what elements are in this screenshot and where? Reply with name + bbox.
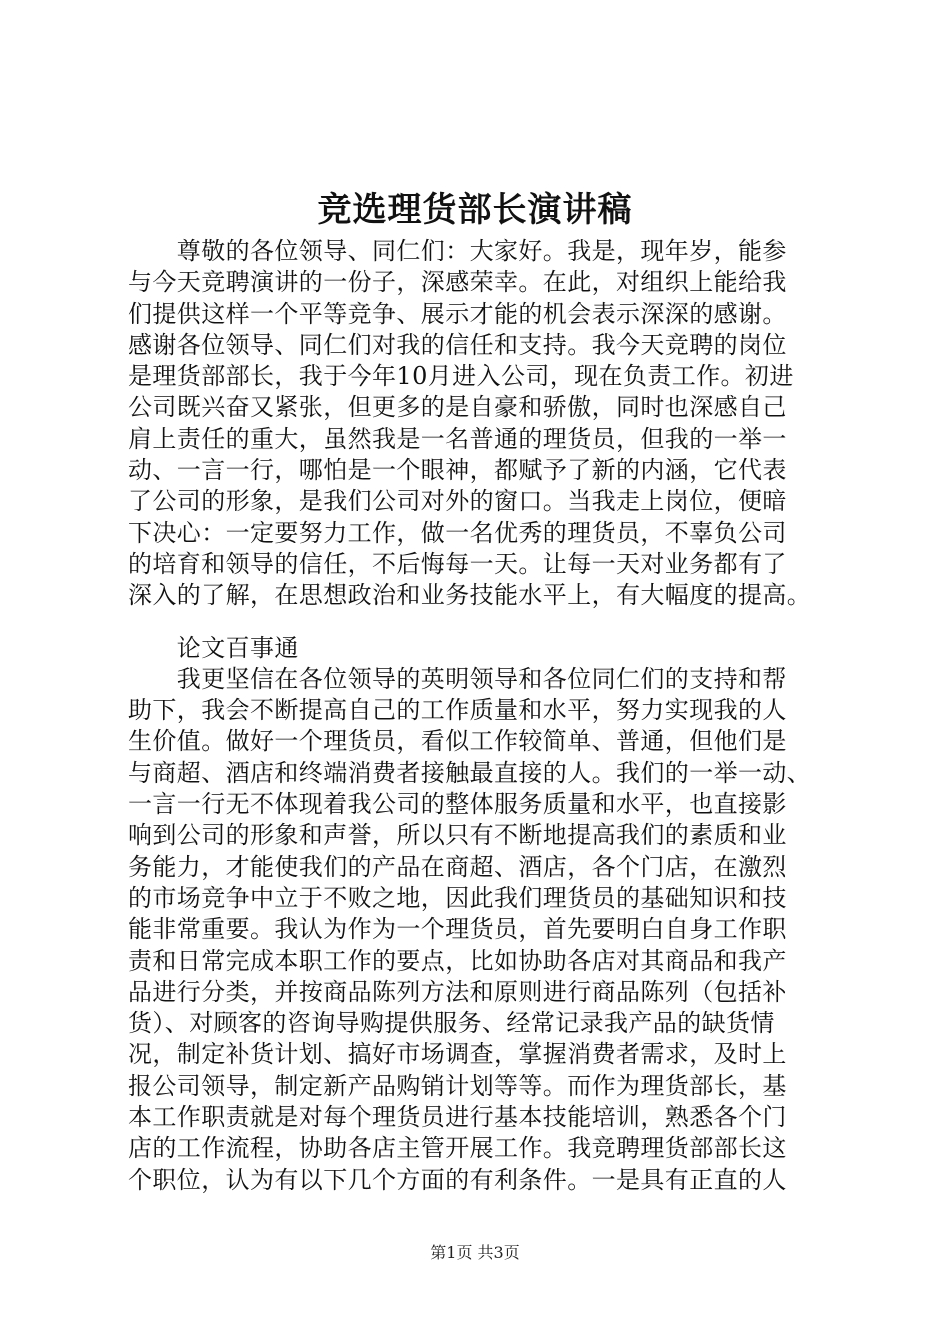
text-line: 下决心：一定要努力工作，做一名优秀的理货员，不辜负公司: [128, 518, 787, 547]
text-line: 助下，我会不断提高自己的工作质量和水平，努力实现我的人: [128, 696, 787, 725]
page-title: 竞选理货部长演讲稿: [317, 190, 633, 230]
section-label: 论文百事通: [128, 633, 299, 662]
text-line: 响到公司的形象和声誉，所以只有不断地提高我们的素质和业: [128, 821, 787, 850]
text-line: 报公司领导，制定新产品购销计划等等。而作为理货部长，基: [128, 1071, 787, 1100]
text-line: 责和日常完成本职工作的要点，比如协助各店对其商品和我产: [128, 946, 787, 975]
text-line: 店的工作流程，协助各店主管开展工作。我竞聘理货部部长这: [128, 1134, 787, 1163]
text-line: 个职位，认为有以下几个方面的有利条件。一是具有正直的人: [128, 1165, 787, 1194]
text-line: 本工作职责就是对每个理货员进行基本技能培训，熟悉各个门: [128, 1103, 787, 1132]
text-line: 能非常重要。我认为作为一个理货员，首先要明白自身工作职: [128, 915, 787, 944]
text-line: 一言一行无不体现着我公司的整体服务质量和水平，也直接影: [128, 790, 787, 819]
text-line: 动、一言一行，哪怕是一个眼神，都赋予了新的内涵，它代表: [128, 456, 787, 485]
text-line: 们提供这样一个平等竞争、展示才能的机会表示深深的感谢。: [128, 299, 787, 328]
text-line: 感谢各位领导、同仁们对我的信任和支持。我今天竞聘的岗位: [128, 330, 787, 359]
text-line: 生价值。做好一个理货员，看似工作较简单、普通，但他们是: [128, 727, 787, 756]
paragraph-1: [128, 236, 848, 612]
text-line: 与商超、酒店和终端消费者接触最直接的人。我们的一举一动、: [128, 758, 812, 787]
text-line: 品进行分类，并按商品陈列方法和原则进行商品陈列（包括补: [128, 977, 787, 1006]
text-line: 的市场竞争中立于不败之地，因此我们理货员的基础知识和技: [128, 883, 787, 912]
text-line: 务能力，才能使我们的产品在商超、酒店，各个门店，在激烈: [128, 852, 787, 881]
text-line: 肩上责任的重大，虽然我是一名普通的理货员，但我的一举一: [128, 424, 787, 453]
text-line: 货）、对顾客的咨询导购提供服务、经常记录我产品的缺货情: [128, 1009, 775, 1038]
document-body: [128, 236, 848, 1196]
text-line: 的培育和领导的信任，不后悔每一天。让每一天对业务都有了: [128, 549, 787, 578]
text-line: 我更坚信在各位领导的英明领导和各位同仁们的支持和帮: [128, 664, 787, 693]
text-line: 况，制定补货计划、搞好市场调查，掌握消费者需求，及时上: [128, 1040, 787, 1069]
text-line: 尊敬的各位领导、同仁们：大家好。我是，现年岁，能参: [128, 237, 787, 265]
text-line: 与今天竞聘演讲的一份子，深感荣幸。在此，对组织上能给我: [128, 268, 787, 297]
text-line: 是理货部部长，我于今年10月进入公司，现在负责工作。初进: [128, 362, 794, 391]
text-line: 深入的了解，在思想政治和业务技能水平上，有大幅度的提高。: [128, 581, 812, 610]
text-line: 了公司的形象，是我们公司对外的窗口。当我走上岗位，便暗: [128, 487, 787, 516]
text-line: 公司既兴奋又紧张，但更多的是自豪和骄傲，同时也深感自己: [128, 393, 787, 422]
page-footer: 第1页 共3页: [430, 1243, 520, 1262]
paragraph-spacer: [128, 612, 848, 633]
paragraph-2: [128, 664, 848, 1196]
